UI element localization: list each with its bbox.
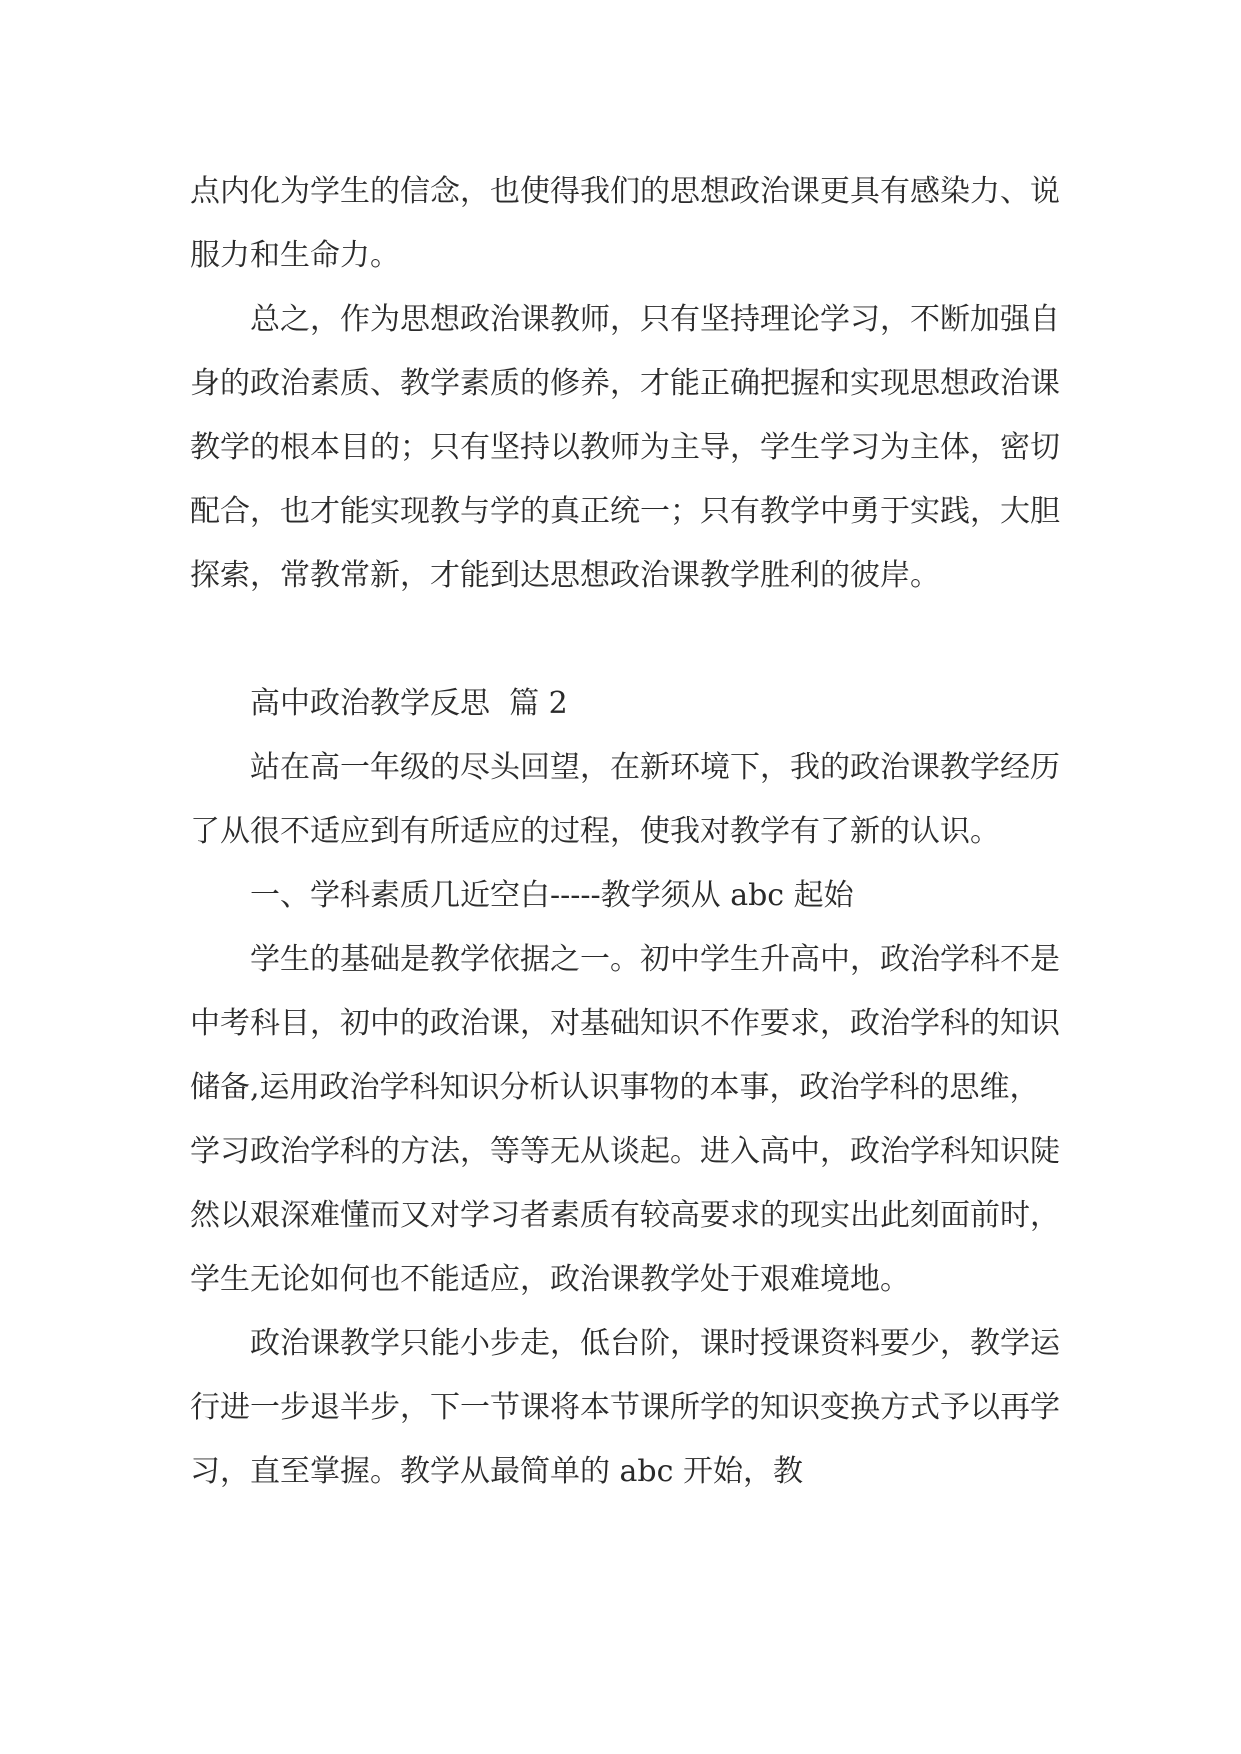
subheading-1: 一、学科素质几近空白-----教学须从 abc 起始 (250, 878, 854, 913)
paragraph-2: 总之，作为思想政治课教师，只有坚持理论学习，不断加强自身的政治素质、教学素质的修养，才能正确把握和实现思想政治课教学的根本目的；只有坚持以教师为主导，学生学习为主体，密切配合，也才能实现教与学的真正统一；只有教学中勇于实践，大胆探索，常教常新，才能到达思想政治课教学胜利的彼岸。 (190, 302, 1060, 593)
paragraph-5: 政治课教学只能小步走，低台阶，课时授课资料要少，教学运行进一步退半步，下一节课将本节课所学的知识变换方式予以再学习，直至掌握。教学从最简单的 abc 开始，教 (190, 1326, 1060, 1489)
section-spacer (190, 608, 1060, 672)
section-title: 高中政治教学反思 篇 2 (250, 686, 568, 721)
paragraph-4: 学生的基础是教学依据之一。初中学生升高中，政治学科不是中考科目，初中的政治课，对基础知识不作要求，政治学科的知识储备,运用政治学科知识分析认识事物的本事，政治学科的思维，学习政治学科的方法，等等无从谈起。进入高中，政治学科知识陡然以艰深难懂而又对学习者素质有较高要求的现实出此刻面前时，学生无论如何也不能适应，政治课教学处于艰难境地。 (190, 942, 1060, 1297)
paragraph-3: 站在高一年级的尽头回望，在新环境下，我的政治课教学经历了从很不适应到有所适应的过程，使我对教学有了新的认识。 (190, 750, 1060, 849)
document-page (190, 160, 1060, 1504)
paragraph-1: 点内化为学生的信念，也使得我们的思想政治课更具有感染力、说服力和生命力。 (190, 174, 1060, 273)
